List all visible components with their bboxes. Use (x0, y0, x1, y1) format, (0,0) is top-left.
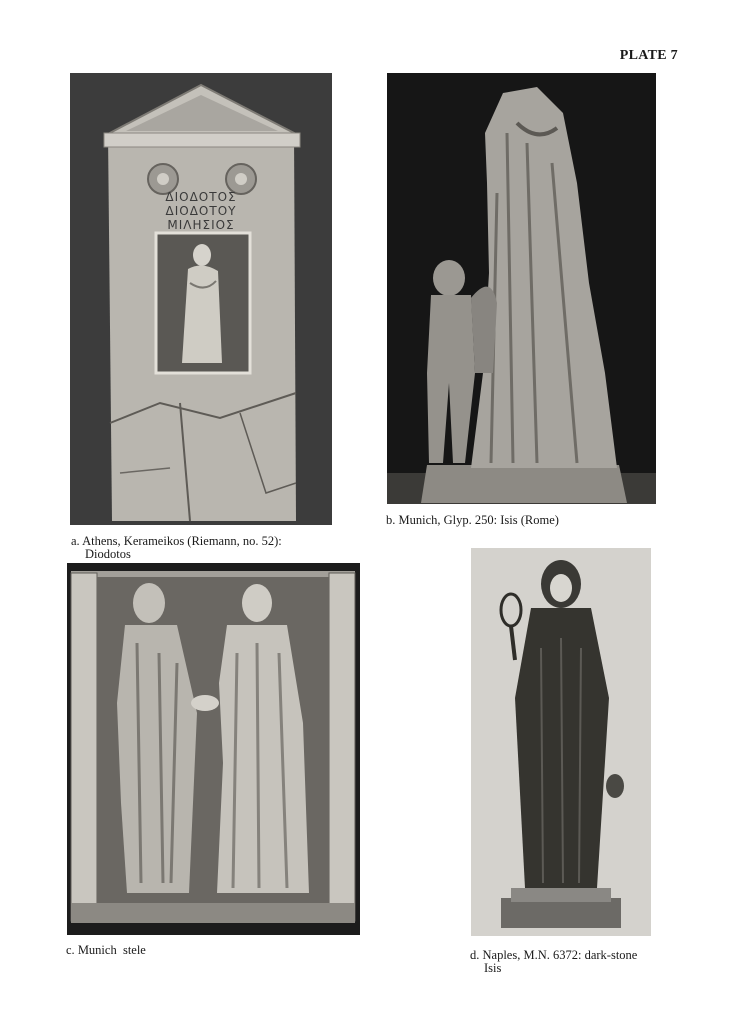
caption-d-line1: Naples, M.N. 6372: dark-stone (482, 948, 638, 962)
caption-b-letter: b. (386, 513, 396, 527)
caption-b-line1: Munich, Glyp. 250: Isis (Rome) (398, 513, 559, 527)
photo-munich-isis (387, 73, 656, 504)
inscription-line-1: ΔΙΟΔΟΤΟΣ (165, 190, 237, 204)
caption-b (386, 514, 559, 527)
caption-c-letter: c. (66, 943, 75, 957)
photo-athens-stele (70, 73, 332, 525)
inscription-line-2: ΔΙΟΔΟΤΟΥ (165, 204, 237, 218)
caption-d-line2: Isis (484, 961, 502, 975)
photo-naples-isis (471, 548, 651, 936)
photo-munich-stele (67, 563, 360, 935)
caption-a-letter: a. (71, 534, 80, 548)
plate-number: PLATE 7 (619, 48, 678, 63)
caption-a (71, 535, 282, 561)
inscription-line-3: ΜΙΛΗΣΙΟΣ (167, 218, 235, 232)
caption-a-line2: Diodotos (85, 547, 131, 561)
caption-c (66, 944, 146, 957)
caption-c-line1: Munich stele (77, 943, 146, 957)
caption-a-line1: Athens, Kerameikos (Riemann, no. 52): (82, 534, 282, 548)
caption-d (470, 949, 637, 975)
caption-d-letter: d. (470, 948, 480, 962)
